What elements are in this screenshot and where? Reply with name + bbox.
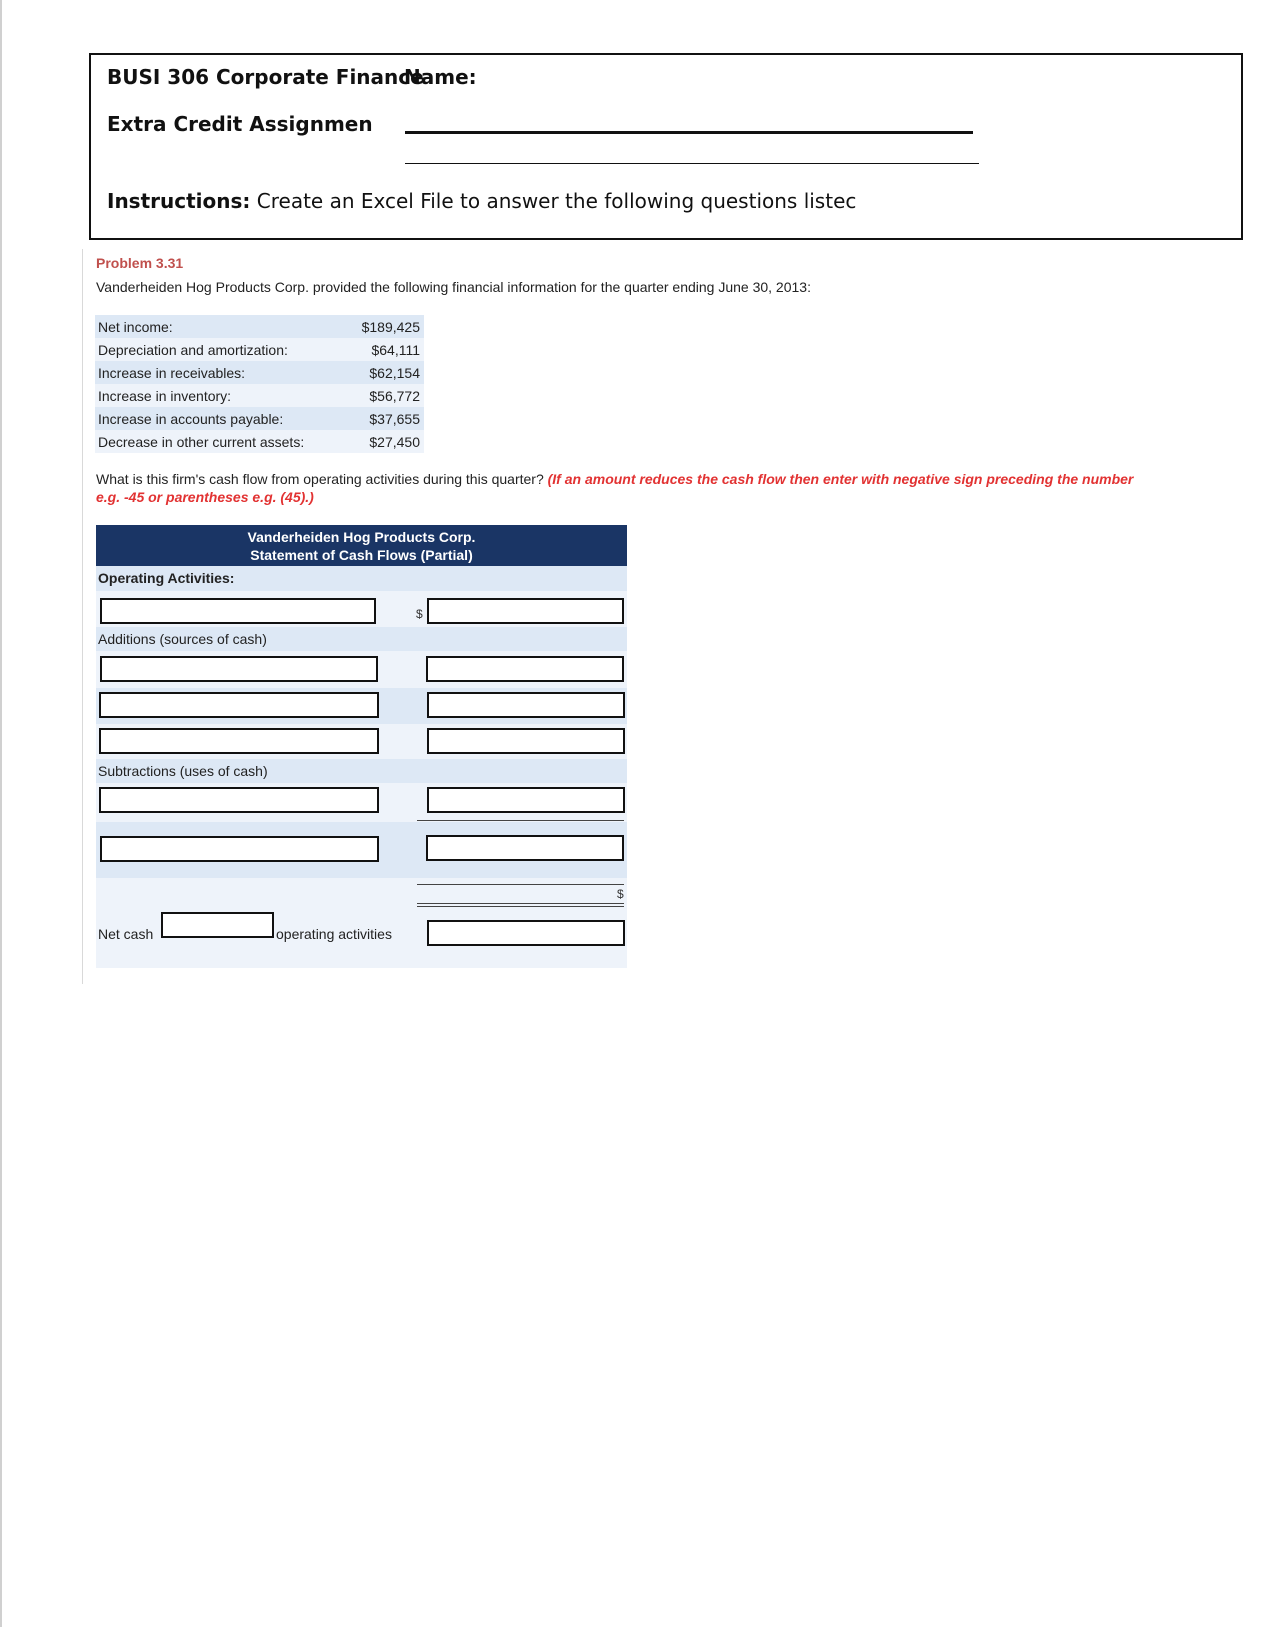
name-underline-secondary — [405, 163, 979, 164]
net-cash-suffix: operating activities — [276, 926, 392, 942]
total-rule-top — [417, 884, 624, 885]
financial-info-table — [95, 315, 424, 453]
table-row — [95, 338, 424, 361]
question-hint: (If an amount reduces the cash flow then enter with negative sign preceding the number e.g. -45 or parentheses e.g. (45).) — [96, 471, 1134, 505]
currency-symbol: $ — [416, 607, 423, 621]
table-row — [95, 361, 424, 384]
subtractions-band — [96, 759, 627, 783]
subtraction-1-label-input[interactable] — [99, 787, 379, 813]
subtraction-2-label-input[interactable] — [100, 836, 379, 862]
net-cash-from-used-input[interactable] — [161, 912, 274, 938]
item-value: $56,772 — [341, 384, 424, 407]
item-label: Decrease in other current assets: — [95, 430, 341, 453]
subtraction-1-amount-input[interactable] — [427, 787, 625, 813]
item-value: $189,425 — [341, 315, 424, 338]
net-income-amount-input[interactable] — [427, 598, 624, 624]
item-value: $27,450 — [341, 430, 424, 453]
item-label: Depreciation and amortization: — [95, 338, 341, 361]
addition-2-label-input[interactable] — [99, 692, 379, 718]
table-row — [95, 430, 424, 453]
problem-intro: Vanderheiden Hog Products Corp. provided the following financial information for the quarter ending June 30, 2013: — [96, 279, 811, 295]
operating-activities-label: Operating Activities: — [98, 570, 235, 586]
name-label: Name: — [404, 65, 477, 89]
addition-3-amount-input[interactable] — [427, 728, 625, 754]
item-value: $64,111 — [341, 338, 424, 361]
course-title: BUSI 306 Corporate Finance — [107, 65, 424, 89]
item-label: Increase in receivables: — [95, 361, 341, 384]
subtotal-rule — [417, 820, 624, 821]
instructions-label: Instructions: — [107, 189, 251, 213]
problem-title: Problem 3.31 — [96, 255, 184, 271]
table-row — [95, 407, 424, 430]
net-income-label-input[interactable] — [100, 598, 376, 624]
addition-1-label-input[interactable] — [100, 656, 378, 682]
table-row — [95, 315, 424, 338]
problem-panel-border — [82, 249, 83, 984]
statement-title: Statement of Cash Flows (Partial) — [250, 547, 473, 563]
net-cash-amount-input[interactable] — [427, 920, 625, 946]
name-underline — [405, 131, 973, 134]
table-row — [95, 384, 424, 407]
instructions-line — [107, 189, 856, 213]
operating-band — [96, 566, 627, 591]
page-left-border — [0, 0, 2, 1627]
assignment-title: Extra Credit Assignmen — [107, 112, 373, 136]
total-double-rule-2 — [417, 906, 624, 907]
item-value: $37,655 — [341, 407, 424, 430]
item-value: $62,154 — [341, 361, 424, 384]
addition-1-amount-input[interactable] — [426, 656, 624, 682]
net-cash-prefix: Net cash — [98, 926, 154, 942]
total-double-rule-1 — [417, 903, 624, 904]
additions-label: Additions (sources of cash) — [98, 631, 267, 647]
item-label: Increase in accounts payable: — [95, 407, 341, 430]
total-currency-symbol: $ — [617, 887, 624, 901]
additions-band — [96, 627, 627, 651]
question: What is this firm's cash flow from operating activities during this quarter? — [96, 471, 544, 487]
item-label: Net income: — [95, 315, 341, 338]
instructions-text: Create an Excel File to answer the following questions listec — [256, 189, 857, 213]
question-text — [96, 470, 1156, 506]
header-box — [89, 53, 1243, 240]
statement-company: Vanderheiden Hog Products Corp. — [247, 529, 476, 545]
statement-header — [96, 525, 627, 566]
item-label: Increase in inventory: — [95, 384, 341, 407]
addition-2-amount-input[interactable] — [427, 692, 625, 718]
subtraction-2-amount-input[interactable] — [426, 835, 624, 861]
subtractions-label: Subtractions (uses of cash) — [98, 763, 268, 779]
addition-3-label-input[interactable] — [99, 728, 379, 754]
